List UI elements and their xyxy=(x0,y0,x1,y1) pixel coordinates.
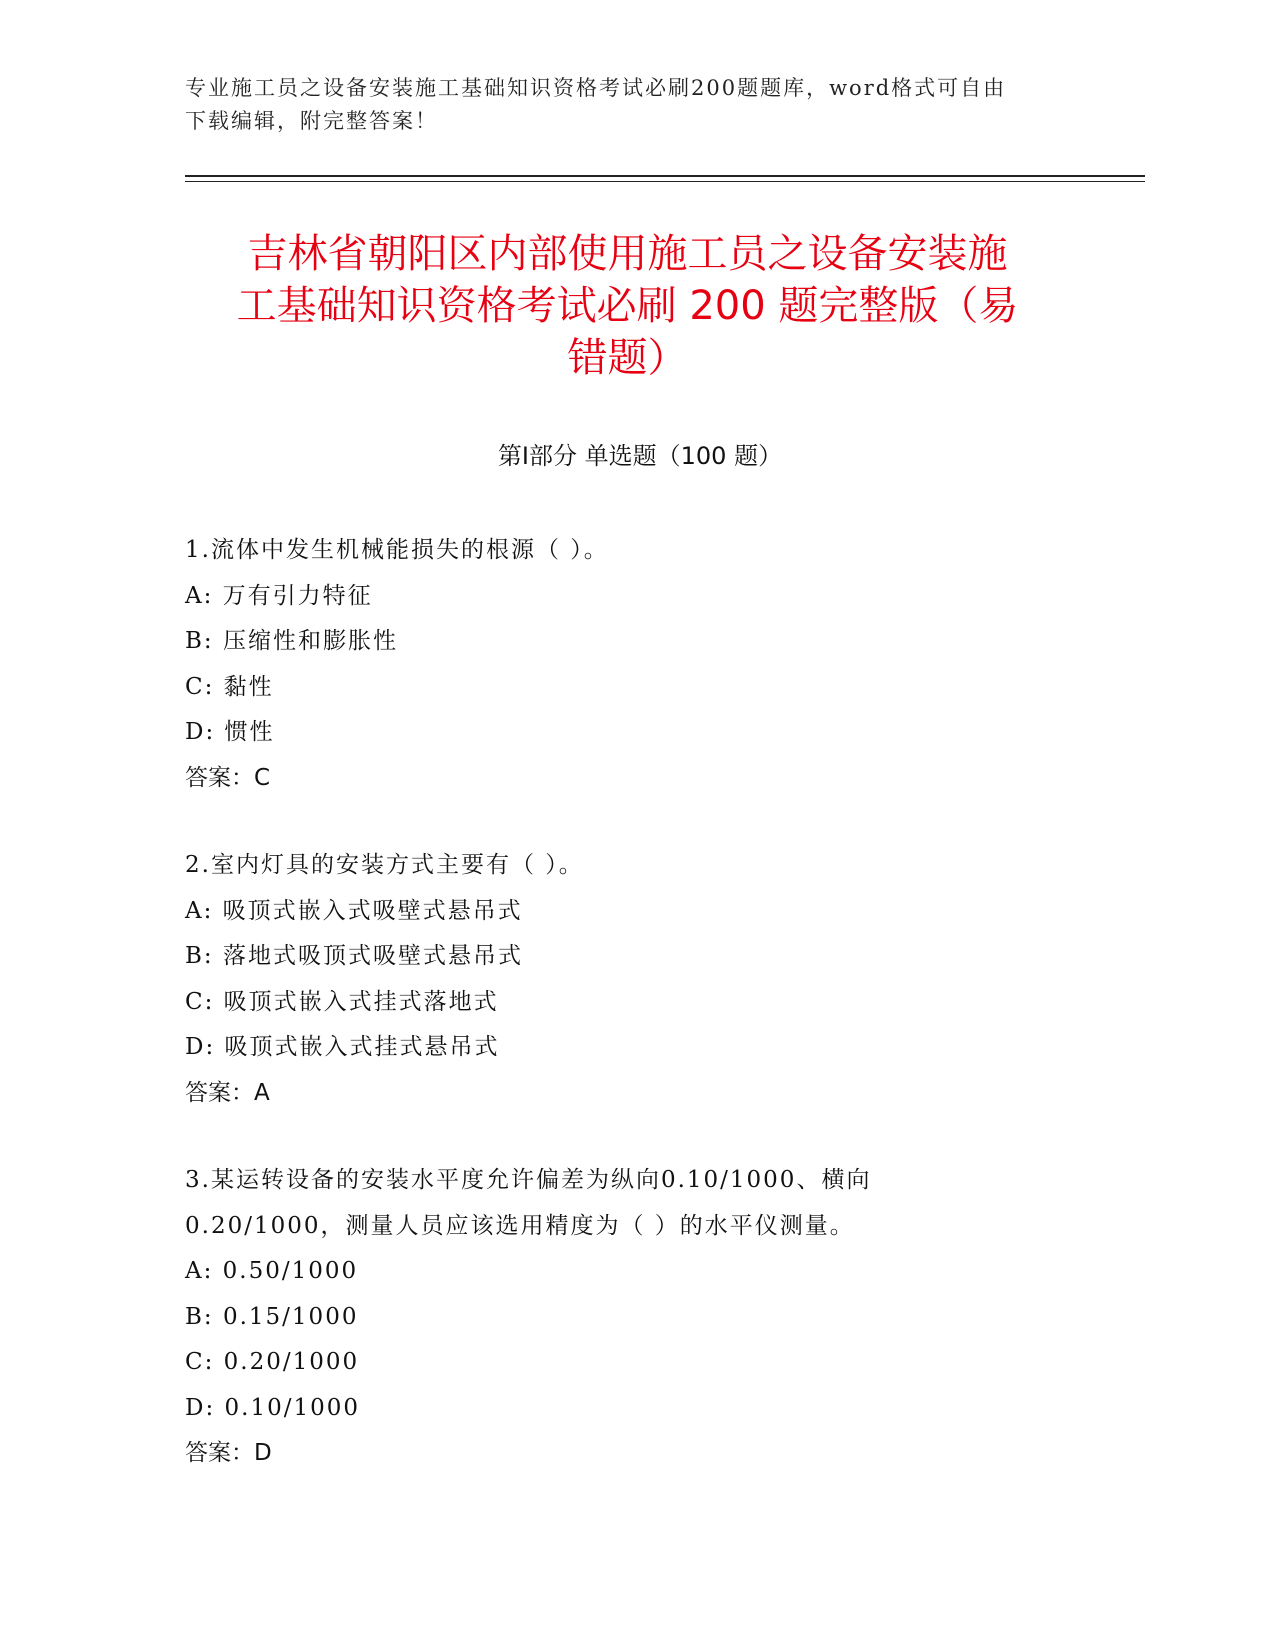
option-c: C: 吸顶式嵌入式挂式落地式 xyxy=(185,988,499,1015)
header-divider-thick xyxy=(185,175,1145,177)
header-note-line-1: 专业施工员之设备安装施工基础知识资格考试必刷200题题库，word格式可自由 xyxy=(185,76,1007,100)
option-b: B: 落地式吸顶式吸壁式悬吊式 xyxy=(185,943,523,969)
option-d: D: 惯性 xyxy=(185,719,275,745)
document-title-line-2: 工基础知识资格考试必刷 200 题完整版（易 xyxy=(236,283,1019,329)
header-divider-thin xyxy=(185,181,1145,182)
answer: 答案：C xyxy=(185,764,271,791)
question-3 xyxy=(185,1158,1115,1477)
question-stem: 2.室内灯具的安装方式主要有（ ）。 xyxy=(185,852,584,878)
document-title-line-1: 吉林省朝阳区内部使用施工员之设备安装施 xyxy=(247,231,1008,277)
document-title xyxy=(160,228,1095,384)
option-b: B: 0.15/1000 xyxy=(185,1303,359,1330)
option-d: D: 吸顶式嵌入式挂式悬吊式 xyxy=(185,1034,500,1060)
header-note xyxy=(185,72,1085,138)
section-title: 第Ⅰ部分 单选题（100 题） xyxy=(497,442,783,470)
option-a: A: 吸顶式嵌入式吸壁式悬吊式 xyxy=(185,897,523,924)
question-stem: 1.流体中发生机械能损失的根源（ ）。 xyxy=(185,537,609,563)
question-1 xyxy=(185,528,1115,801)
answer: 答案：D xyxy=(185,1440,272,1466)
option-a: A: 0.50/1000 xyxy=(185,1258,359,1284)
option-d: D: 0.10/1000 xyxy=(185,1394,360,1421)
document-title-line-3: 错题） xyxy=(567,335,688,381)
question-list xyxy=(185,528,1115,1519)
option-b: B: 压缩性和膨胀性 xyxy=(185,628,398,654)
header-note-line-2: 下载编辑，附完整答案！ xyxy=(185,109,438,133)
question-2 xyxy=(185,843,1115,1116)
option-c: C: 黏性 xyxy=(185,673,274,700)
question-stem-line-1: 3.某运转设备的安装水平度允许偏差为纵向0.10/1000、横向 xyxy=(185,1167,872,1193)
option-a: A: 万有引力特征 xyxy=(185,582,373,609)
question-stem-line-2: 0.20/1000，测量人员应该选用精度为（ ）的水平仪测量。 xyxy=(185,1212,855,1239)
option-c: C: 0.20/1000 xyxy=(185,1349,360,1375)
answer: 答案：A xyxy=(185,1079,270,1106)
